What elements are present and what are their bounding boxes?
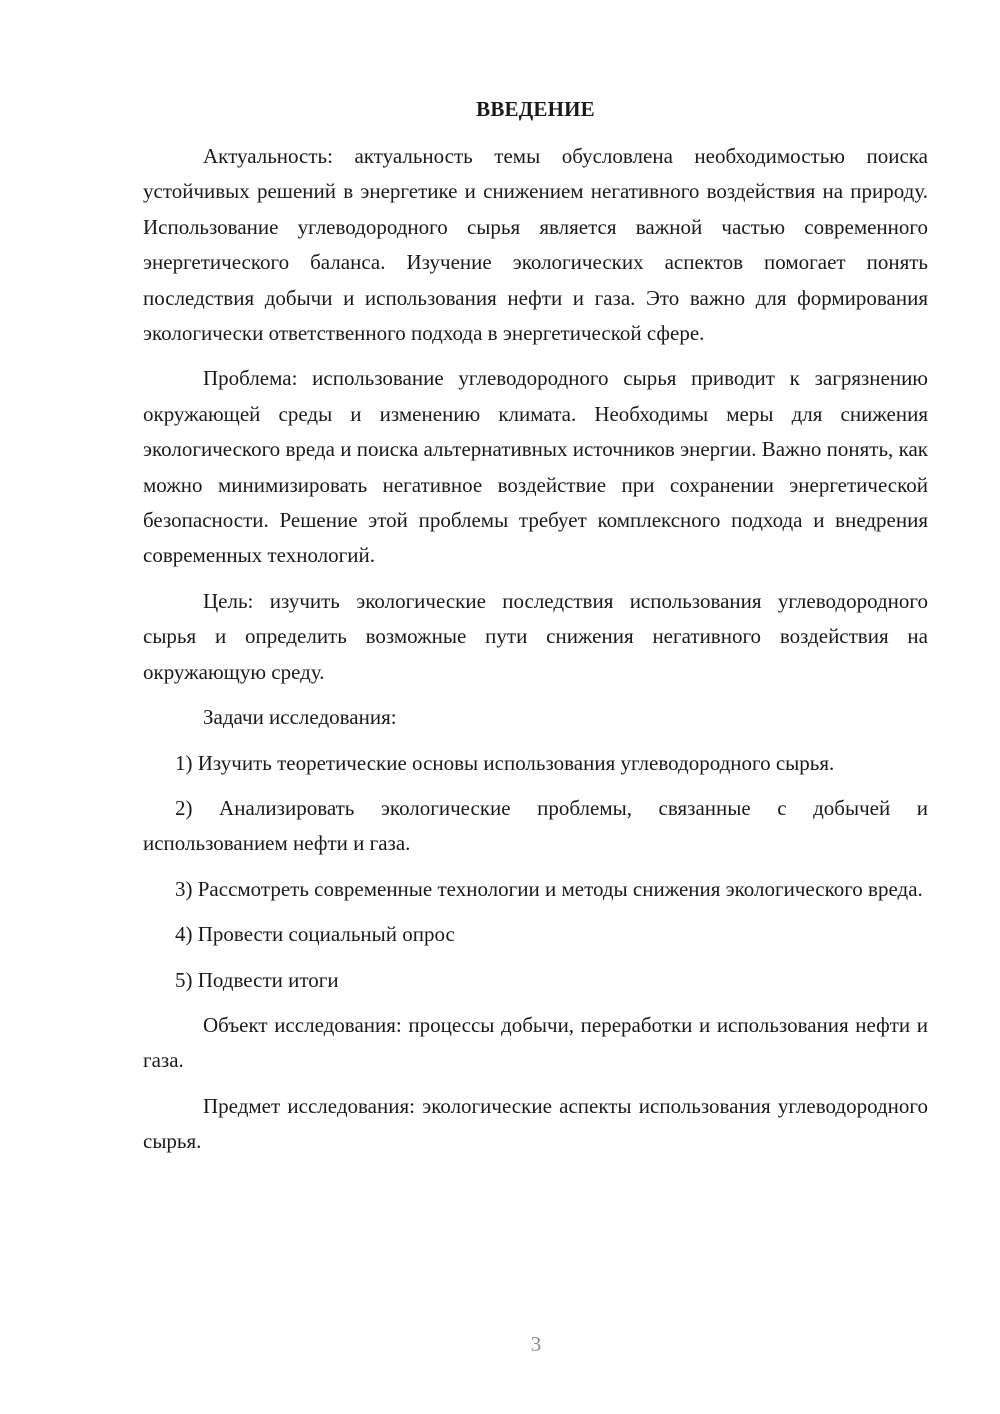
task-item-1: 1) Изучить теоретические основы использования углеводородного сырья. [175, 750, 835, 775]
relevance-paragraph: Актуальность: актуальность темы обусловлена необходимостью поиска устойчивых решений в энергетике и снижением негативного воздействия на природу. Использование углеводородного сырья является важной частью современного энергетического баланса. Изучение экологических аспектов помогает понять последствия добычи и использования нефти и газа. Это важно для формирования экологически ответственного подхода в энергетической сфере. [143, 144, 928, 346]
task-item-4: 4) Провести социальный опрос [175, 922, 455, 947]
subject-paragraph: Предмет исследования: экологические аспекты использования углеводородного сырья. [143, 1093, 928, 1154]
task-item-2: 2) Анализировать экологические проблемы, связанные с добычей и использованием нефти и газа. [143, 795, 928, 856]
problem-paragraph: Проблема: использование углеводородного сырья приводит к загрязнению окружающей среды и изменению климата. Необходимы меры для снижения экологического вреда и поиска альтернативных источников энергии. Важно понять, как можно минимизировать негативное воздействие при сохранении энергетической безопасности. Решение этой проблемы требует комплексного подхода и внедрения современных технологий. [143, 366, 928, 568]
task-item-5: 5) Подвести итоги [175, 967, 339, 992]
section-heading: ВВЕДЕНИЕ [476, 97, 595, 121]
tasks-list [143, 746, 928, 998]
object-paragraph: Объект исследования: процессы добычи, переработки и использования нефти и газа. [143, 1012, 928, 1073]
goal-paragraph: Цель: изучить экологические последствия использования углеводородного сырья и определить возможные пути снижения негативного воздействия на окружающую среду. [143, 588, 928, 684]
task-item-3: 3) Рассмотреть современные технологии и методы снижения экологического вреда. [175, 876, 923, 901]
page-number: 3 [530, 1332, 542, 1356]
document-page [143, 92, 928, 1170]
tasks-title: Задачи исследования: [203, 705, 397, 730]
